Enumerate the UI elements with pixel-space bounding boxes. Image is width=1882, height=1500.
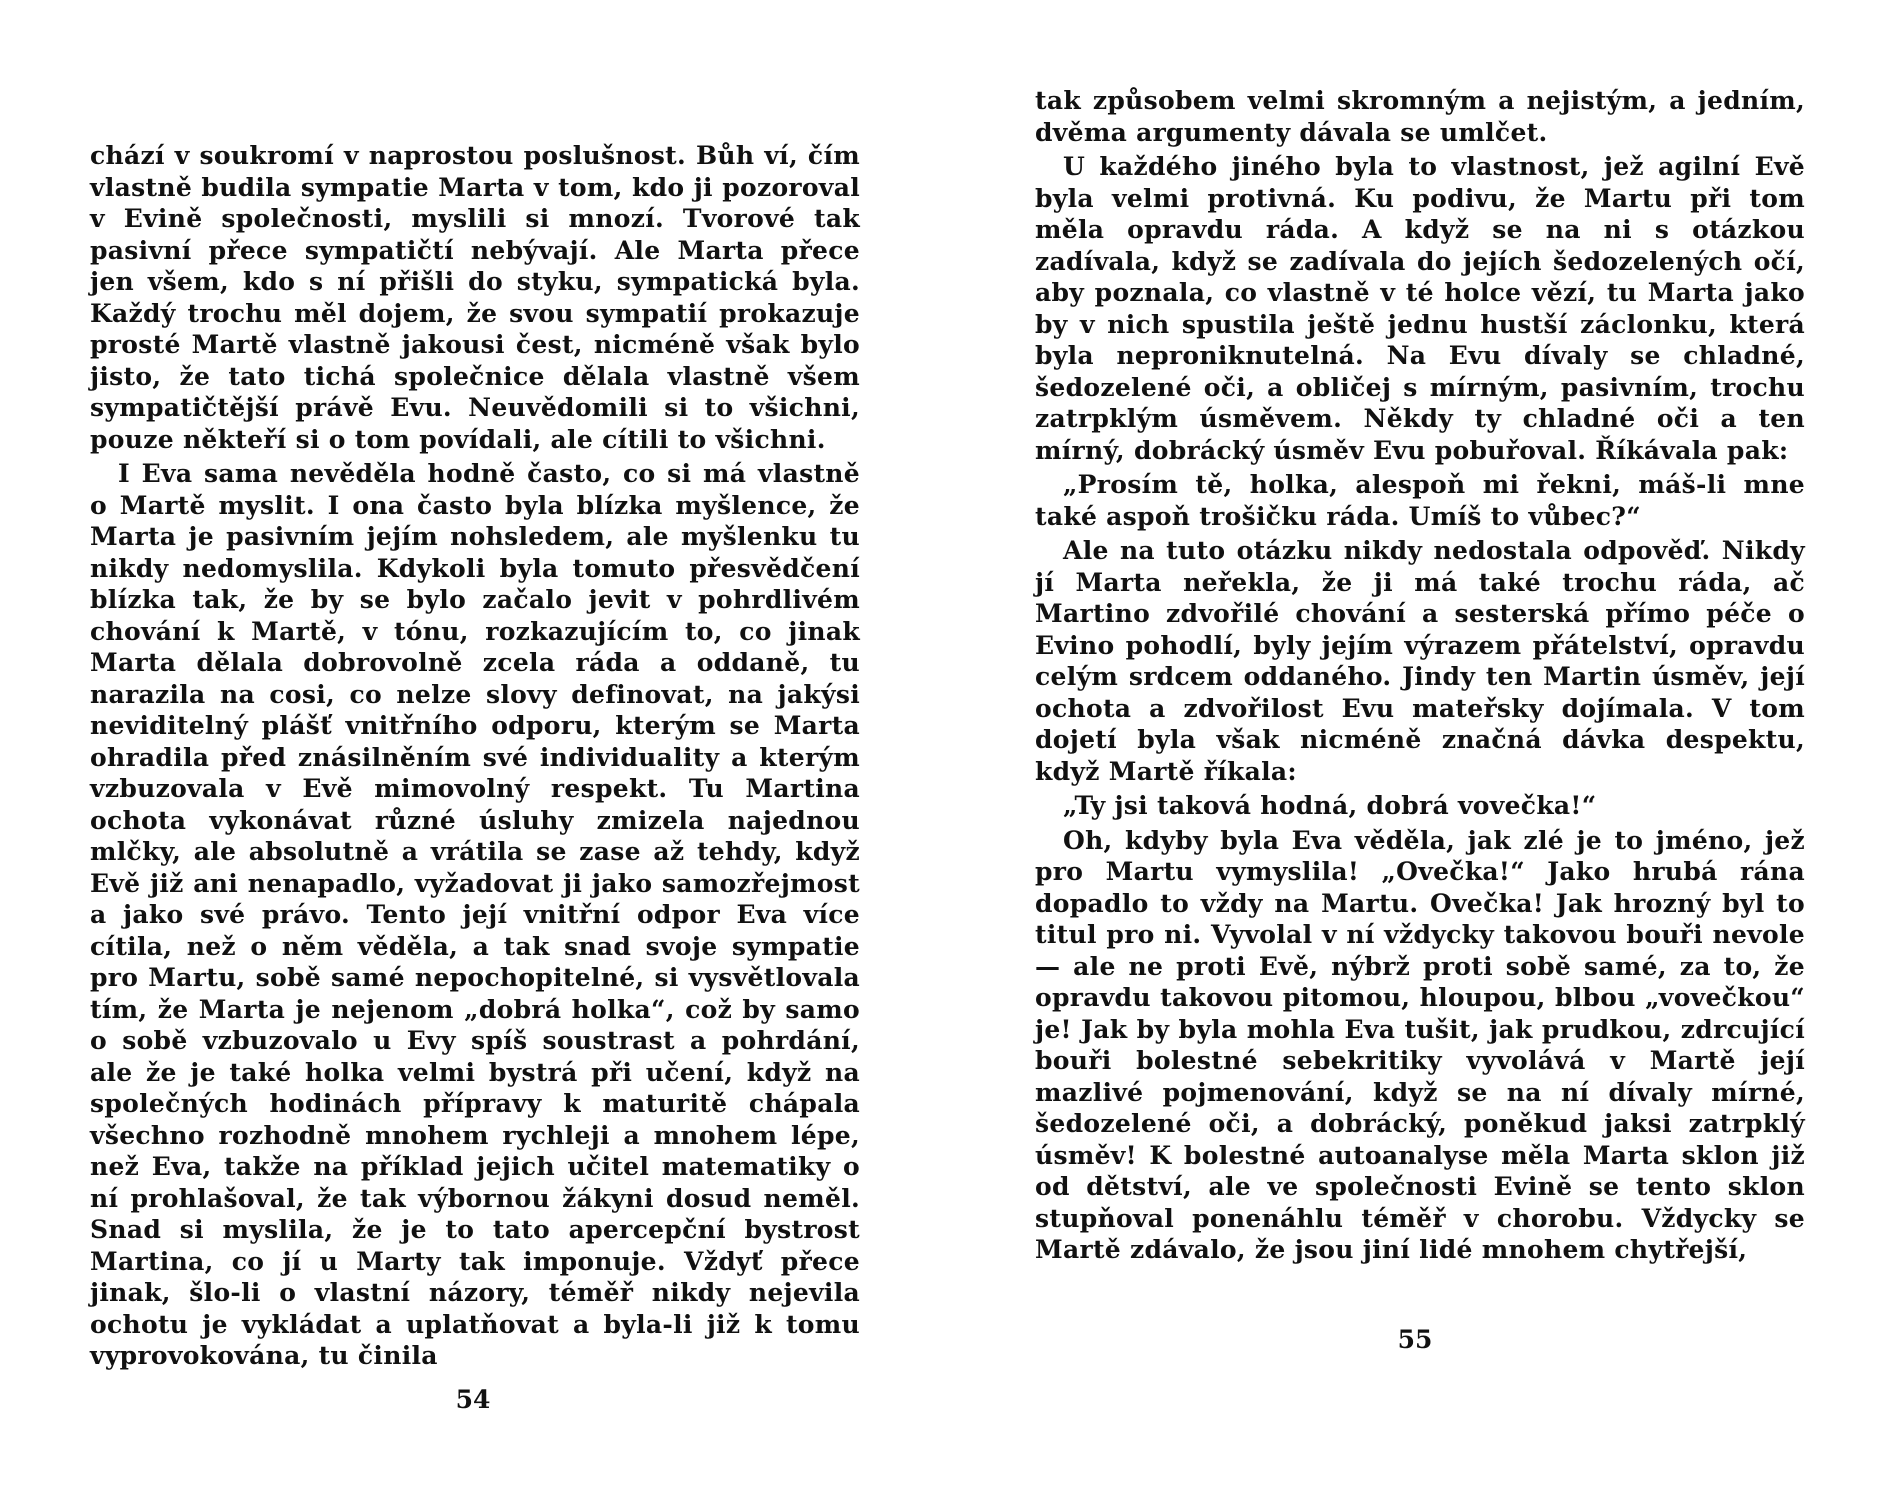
right-page-number: 55 xyxy=(1397,1325,1433,1354)
right-paragraph-4: Ale na tuto otázku nikdy nedostala odpověď. Nikdy jí Marta neřekla, že ji má také trochu ráda, ač Martino zdvořilé chování a sesterská přímo péče o Evino pohodlí, byly jejím výrazem přátelství, opravdu celým srdcem oddaného. Jindy ten Martin úsměv, její ochota a zdvořilost Evu mateřsky dojímala. V tom dojetí byla však nicméně značná dávka despektu, když Martě říkala: xyxy=(1035,536,1805,786)
left-page-number: 54 xyxy=(455,1385,491,1414)
right-paragraph-5: „Ty jsi taková hodná, dobrá vovečka!“ xyxy=(1063,791,1597,820)
right-paragraph-3: „Prosím tě, holka, alespoň mi řekni, máš-li mne také aspoň trošičku ráda. Umíš to vůbec?“ xyxy=(1035,470,1805,531)
right-page-text xyxy=(1035,85,1805,1266)
right-paragraph-1: tak způsobem velmi skromným a nejistým, a jedním, dvěma argumenty dávala se umlčet. xyxy=(1035,86,1805,147)
right-paragraph-2: U každého jiného byla to vlastnost, jež agilní Evě byla velmi protivná. Ku podivu, že Martu při tom měla opravdu ráda. A když se na ni s otázkou zadívala, když se zadívala do jejích šedozelených očí, aby poznala, co vlastně v té holce vězí, tu Marta jako by v nich spustila ještě jednu hustší záclonku, která byla neproniknutelná. Na Evu dívaly se chladné, šedozelené oči, a obličej s mírným, pasivním, trochu zatrpklým úsměvem. Někdy ty chladné oči a ten mírný, dobrácký úsměv Evu pobuřoval. Říkávala pak: xyxy=(1035,152,1805,465)
left-paragraph-2: I Eva sama nevěděla hodně často, co si má vlastně o Martě myslit. I ona často byla blízka myšlence, že Marta je pasivním jejím nohsledem, ale myšlenku tu nikdy nedomyslila. Kdykoli byla tomuto přesvědčení blízka tak, že by se bylo začalo jevit v pohrdlivém chování k Martě, v tónu, rozkazujícím to, co jinak Marta dělala dobrovolně zcela ráda a oddaně, tu narazila na cosi, co nelze slovy definovat, na jakýsi neviditelný plášť vnitřního odporu, kterým se Marta ohradila před znásilněním své individuality a kterým vzbuzovala v Evě mimovolný respekt. Tu Martina ochota vykonávat různé úsluhy zmizela najednou mlčky, ale absolutně a vrátila se zase až tehdy, když Evě již ani nenapadlo, vyžadovat ji jako samozřejmost a jako své právo. Tento její vnitřní odpor Eva více cítila, než o něm věděla, a tak snad svoje sympatie pro Martu, sobě samé nepochopitelné, si vysvětlovala tím, že Marta je nejenom „dobrá holka“, což by samo o sobě vzbuzovalo u Evy spíš soustrast a pohrdání, ale že je také holka velmi bystrá při učení, když na společných hodinách přípravy k maturitě chápala všechno rozhodně mnohem rychleji a mnohem lépe, než Eva, takže na příklad jejich učitel matematiky o ní prohlašoval, že tak výbornou žákyni dosud neměl. Snad si myslila, že je to tato apercepční bystrost Martina, co jí u Marty tak imponuje. Vždyť přece jinak, šlo-li o vlastní názory, téměř nikdy nejevila ochotu je vykládat a uplatňovat a byla-li již k tomu vyprovokována, tu činila xyxy=(90,459,860,1370)
book-gutter xyxy=(940,0,942,1500)
left-page-text xyxy=(90,140,860,1372)
right-page xyxy=(1035,85,1805,1269)
left-page xyxy=(90,140,860,1375)
left-paragraph-1: chází v soukromí v naprostou poslušnost. Bůh ví, čím vlastně budila sympatie Marta v tom, kdo ji pozoroval v Evině společnosti, myslili si mnozí. Tvorové tak pasivní přece sympatičtí nebývají. Ale Marta přece jen všem, kdo s ní přišli do styku, sympatická byla. Každý trochu měl dojem, že svou sympatií prokazuje prosté Martě vlastně jakousi čest, nicméně však bylo jisto, že tato tichá společnice dělala vlastně všem sympatičtější právě Evu. Neuvědomili si to všichni, pouze někteří si o tom povídali, ale cítili to všichni. xyxy=(90,141,860,454)
right-paragraph-6: Oh, kdyby byla Eva věděla, jak zlé je to jméno, jež pro Martu vymyslila! „Ovečka!“ Jako hrubá rána dopadlo to vždy na Martu. Ovečka! Jak hrozný byl to titul pro ni. Vyvolal v ní vždycky takovou bouři nevole — ale ne proti Evě, nýbrž proti sobě samé, za to, že opravdu takovou pitomou, hloupou, blbou „vovečkou“ je! Jak by byla mohla Eva tušit, jak prudkou, zdrcující bouři bolestné sebekritiky vyvolává v Martě její mazlivé pojmenování, když se na ní dívaly mírné, šedozelené oči, a dobrácký, poněkud jaksi zatrpklý úsměv! K bolestné autoanalyse měla Marta sklon již od dětství, ale ve společnosti Evině se tento sklon stupňoval ponenáhlu téměř v chorobu. Vždycky se Martě zdávalo, že jsou jiní lidé mnohem chytřejší, xyxy=(1035,825,1805,1264)
